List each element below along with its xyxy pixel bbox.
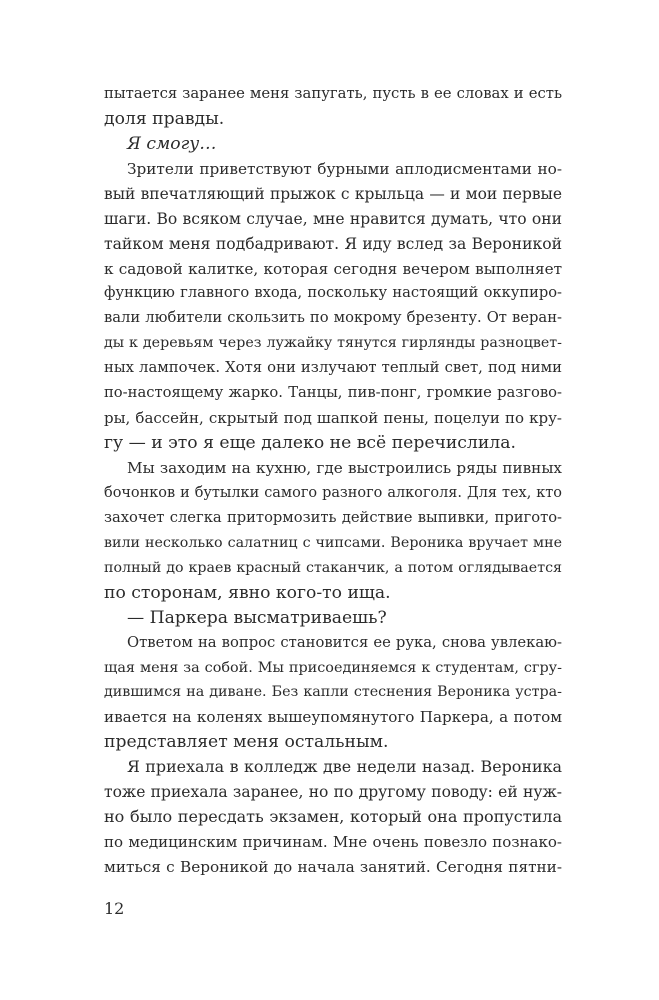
text-line: шаги. Во всяком случае, мне нравится думать, что они [104,210,562,228]
text-line: ды к деревьям через лужайку тянутся гирлянды разноцвет- [104,335,562,351]
text-line: пытается заранее меня запугать, пусть в ее словах и есть [104,85,562,102]
text-line: гу — и это я еще далеко не всё перечислила. [104,433,516,453]
text-line: по-настоящему жарко. Танцы, пив-понг, громкие разгово- [104,384,562,401]
text-line: вый впечатляющий прыжок с крыльца — и мои первые [104,185,562,203]
text-line: но было пересдать экзамен, который она пропустила [104,807,562,826]
text-line: миться с Вероникой до начала занятий. Сегодня пятни- [104,858,562,876]
text-line: ных лампочек. Хотя они излучают теплый свет, под ними [104,359,562,376]
text-line: ивается на коленях вышеупомянутого Паркера, а потом [104,708,562,726]
text-line: Я смогу… [127,134,217,154]
text-line: представляет меня остальным. [104,732,389,752]
text-line: тайком меня подбадривают. Я иду вслед за Вероникой [104,235,562,253]
text-line: бочонков и бутылки самого разного алкоголя. Для тех, кто [104,485,562,501]
text-line: Зрители приветствуют бурными аплодисментами но- [127,160,562,178]
text-line: по сторонам, явно кого-то ища. [104,583,391,603]
page-number: 12 [104,899,125,918]
text-line: доля правды. [104,109,225,129]
text-line: вили несколько салатниц с чипсами. Вероника вручает мне [104,535,562,551]
text-line: функцию главного входа, поскольку настоящий оккупиро- [104,284,562,301]
text-line: полный до краев красный стаканчик, а потом оглядывается [104,560,562,576]
text-line: Ответом на вопрос становится ее рука, снова увлекаю- [127,634,562,651]
text-line: тоже приехала заранее, но по другому поводу: ей нуж- [104,783,562,801]
text-line: захочет слегка притормозить действие выпивки, пригото- [104,509,562,526]
text-line: вали любители скользить по мокрому брезенту. От веран- [104,309,562,326]
text-line: Я приехала в колледж две недели назад. Вероника [127,757,562,776]
text-line: дившимся на диване. Без капли стеснения Вероника устра- [104,684,562,700]
text-line: к садовой калитке, которая сегодня вечером выполняет [104,260,562,278]
text-line: щая меня за собой. Мы присоединяемся к студентам, сгру- [104,660,562,676]
text-line: по медицинским причинам. Мне очень повезло познако- [104,833,562,851]
text-line: — Паркера высматриваешь? [127,608,387,628]
text-line: ры, бассейн, скрытый под шапкой пены, поцелуи по кру- [104,409,562,427]
text-line: Мы заходим на кухню, где выстроились ряды пивных [127,459,562,477]
